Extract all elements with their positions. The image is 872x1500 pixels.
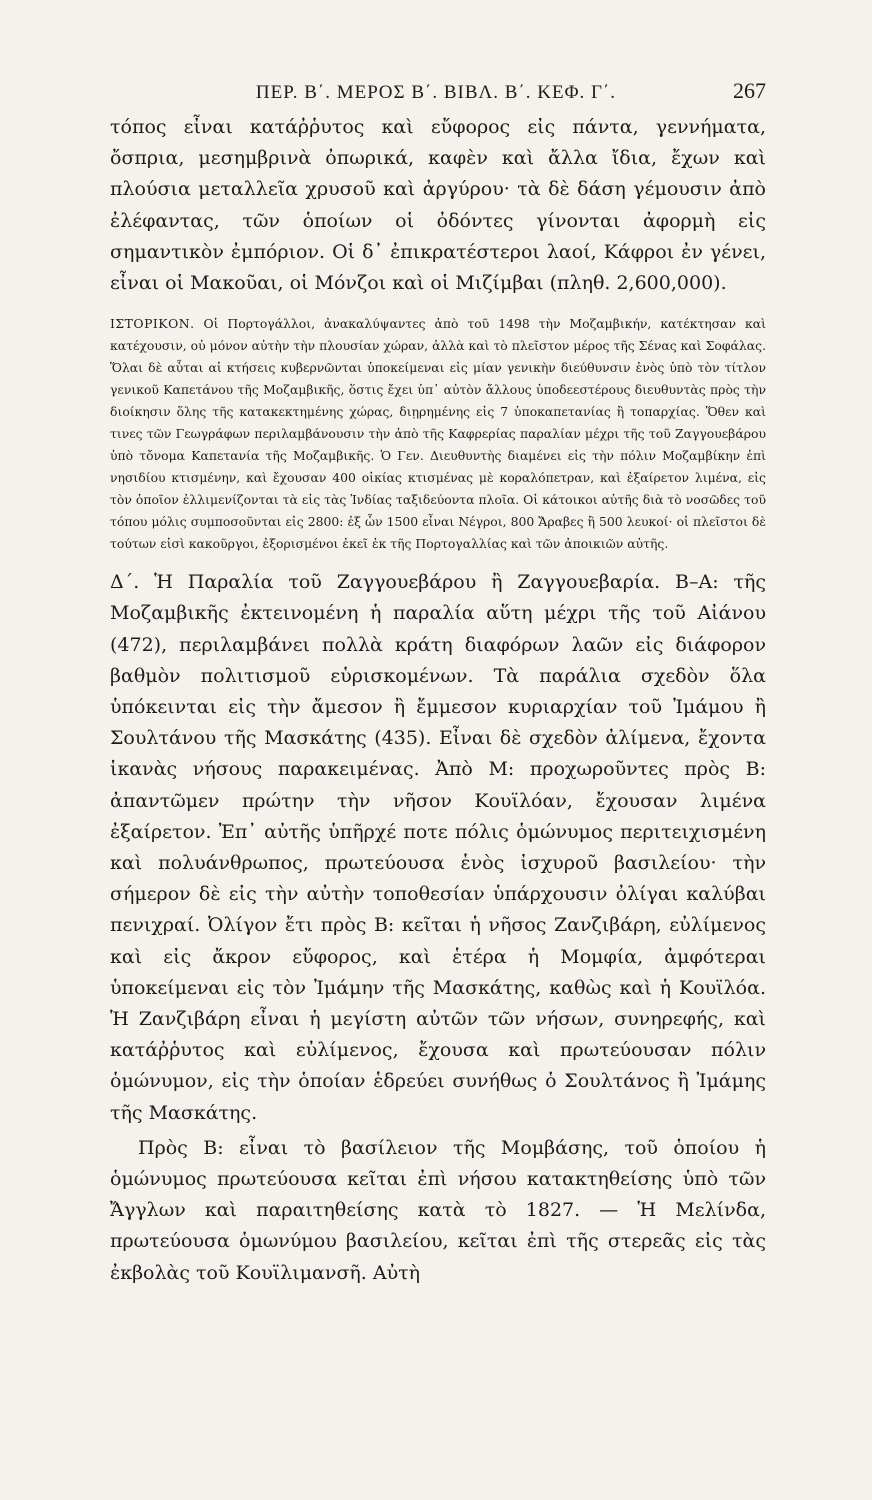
final-paragraph: Πρὸς Β: εἶναι τὸ βασίλειον τῆς Μομβάσης, τοῦ ὁποίου ἡ ὁμώνυμος πρωτεύουσα κεῖται ἐπὶ νήσου κατακτηθείσης ὑπὸ τῶν Ἄγγλων καὶ παραιτηθείσης κατὰ τὸ 1827. — Ἡ Μελίνδα, πρωτεύουσα ὁμωνύμου βασιλείου, κεῖται ἐπὶ τῆς στερεᾶς εἰς τὰς ἐκβολὰς τοῦ Κουϊλιμανσῆ. Αὐτὴ <box>110 1136 766 1284</box>
running-head: ΠΕΡ. Β΄. ΜΕΡΟΣ Β΄. ΒΙΒΛ. Β΄. ΚΕΦ. Γ΄. <box>255 82 617 103</box>
section-label: Δ΄. Ἡ Παραλία τοῦ Ζαγγουεβάρου ἢ Ζαγγουεβαρία. <box>110 571 661 594</box>
section-paragraph <box>110 567 766 1129</box>
page-header <box>108 64 764 104</box>
history-text: Οἱ Πορτογάλλοι, ἀνακαλύψαντες ἀπὸ τοῦ 1498 τὴν Μοζαμβικήν, κατέκτησαν καὶ κατέχουσιν, οὐ μόνον αὐτὴν τὴν πλουσίαν χώραν, ἀλλὰ καὶ τὸ πλεῖστον μέρος τῆς Σένας καὶ Σοφάλας. Ὅλαι δὲ αὗται αἱ κτήσεις κυβερνῶνται ὑποκείμεναι εἰς μίαν γενικὴν διεύθυνσιν ἑνὸς ὑπὸ τὸν τίτλον γενικοῦ Καπετάνου τῆς Μοζαμβικῆς, ὅστις ἔχει ὑπ᾽ αὐτὸν ἄλλους ὑποδεεστέρους διευθυντὰς πρὸς τὴν διοίκησιν ὅλης τῆς κατακεκτημένης χώρας, διῃρημένης εἰς 7 ὑποκαπετανίας ἢ τοπαρχίας. Ὅθεν καὶ τινες τῶν Γεωγράφων περιλαμβάνουσιν τὴν ἀπὸ τῆς Καφρερίας παραλίαν μέχρι τῆς τοῦ Ζαγγουεβάρου ὑπὸ τὄνομα Καπετανία τῆς Μοζαμβικῆς. Ὁ Γεν. Διευθυντὴς διαμένει εἰς τὴν πόλιν Μοζαμβίκην ἐπὶ νησιδίου κτισμένην, καὶ ἔχουσαν 400 οἰκίας κτισμένας μὲ κοραλόπετραν, καὶ ἐξαίρετον λιμένα, εἰς τὸν ὁποῖον ἐλλιμενίζονται τὰ εἰς τὰς Ἰνδίας ταξιδεύοντα πλοῖα. Οἱ κάτοικοι αὐτῆς διὰ τὸ νοσῶδες τοῦ τόπου μόλις συμποσοῦνται εἰς 2800: ἐξ ὧν 1500 εἶναι Νέγροι, 800 Ἄραβες ἢ 500 λευκοί· οἱ πλεῖστοι δὲ τούτων εἰσὶ κακοῦργοι, ἐξορισμένοι ἐκεῖ ἐκ τῆς Πορτογαλλίας καὶ τῶν ἀποικιῶν αὐτῆς. <box>110 316 766 552</box>
history-paragraph <box>110 313 766 555</box>
section-text: Β–Α: τῆς Μοζαμβικῆς ἐκτεινομένη ἡ παραλία αὕτη μέχρι τῆς τοῦ Αἰάνου (472), περιλαμβάνει πολλὰ κράτη διαφόρων λαῶν εἰς διάφορον βαθμὸν πολιτισμοῦ εὑρισκομένων. Τὰ παράλια σχεδὸν ὅλα ὑπόκεινται εἰς τὴν ἄμεσον ἢ ἔμμεσον κυριαρχίαν τοῦ Ἰμάμου ἢ Σουλτάνου τῆς Μασκάτης (435). Εἶναι δὲ σχεδὸν ἀλίμενα, ἔχοντα ἱκανὰς νήσους παρακειμένας. Ἀπὸ Μ: προχωροῦντες πρὸς Β: ἀπαντῶμεν πρώτην τὴν νῆσον Κουϊλόαν, ἔχουσαν λιμένα ἐξαίρετον. Ἐπ᾽ αὐτῆς ὑπῆρχέ ποτε πόλις ὁμώνυμος περιτειχισμένη καὶ πολυάνθρωπος, πρωτεύουσα ἑνὸς ἰσχυροῦ βασιλείου· τὴν σήμερον δὲ εἰς τὴν αὐτὴν τοποθεσίαν ὑπάρχουσιν ὀλίγαι καλύβαι πενιχραί. Ὀλίγον ἔτι πρὸς Β: κεῖται ἡ νῆσος Ζανζιβάρη, εὐλίμενος καὶ εἰς ἄκρον εὔφορος, καὶ ἑτέρα ἡ Μομφία, ἀμφότεραι ὑποκείμεναι εἰς τὸν Ἰμάμην τῆς Μασκάτης, καθὼς καὶ ἡ Κουϊλόα. Ἡ Ζανζιβάρη εἶναι ἡ μεγίστη αὐτῶν τῶν νήσων, συνηρεφής, καὶ κατάῤῥυτος καὶ εὐλίμενος, ἔχουσα καὶ πρωτεύουσαν πόλιν ὁμώνυμον, εἰς τὴν ὁποίαν ἑδρεύει συνήθως ὁ Σουλτάνος ἢ Ἰμάμης τῆς Μασκάτης. <box>110 571 766 1124</box>
page-number: 267 <box>733 78 766 103</box>
history-label: ΙΣΤΟΡΙΚΟΝ. <box>110 316 195 332</box>
intro-paragraph: τόπος εἶναι κατάῤῥυτος καὶ εὔφορος εἰς πάντα, γεννήματα, ὄσπρια, μεσημβρινὰ ὀπωρικά, καφὲν καὶ ἄλλα ἴδια, ἔχων καὶ πλούσια μεταλλεῖα χρυσοῦ καὶ ἀργύρου· τὰ δὲ δάση γέμουσιν ἀπὸ ἐλέφαντας, τῶν ὁποίων οἱ ὀδόντες γίνονται ἀφορμὴ εἰς σημαντικὸν ἐμπόριον. Οἱ δ᾽ ἐπικρατέστεροι λαοί, Κάφροι ἐν γένει, εἶναι οἱ Μακοῦαι, οἱ Μόνζοι καὶ οἱ Μιζίμβαι (πληθ. 2,600,000). <box>110 116 766 295</box>
body-text <box>110 112 766 1289</box>
